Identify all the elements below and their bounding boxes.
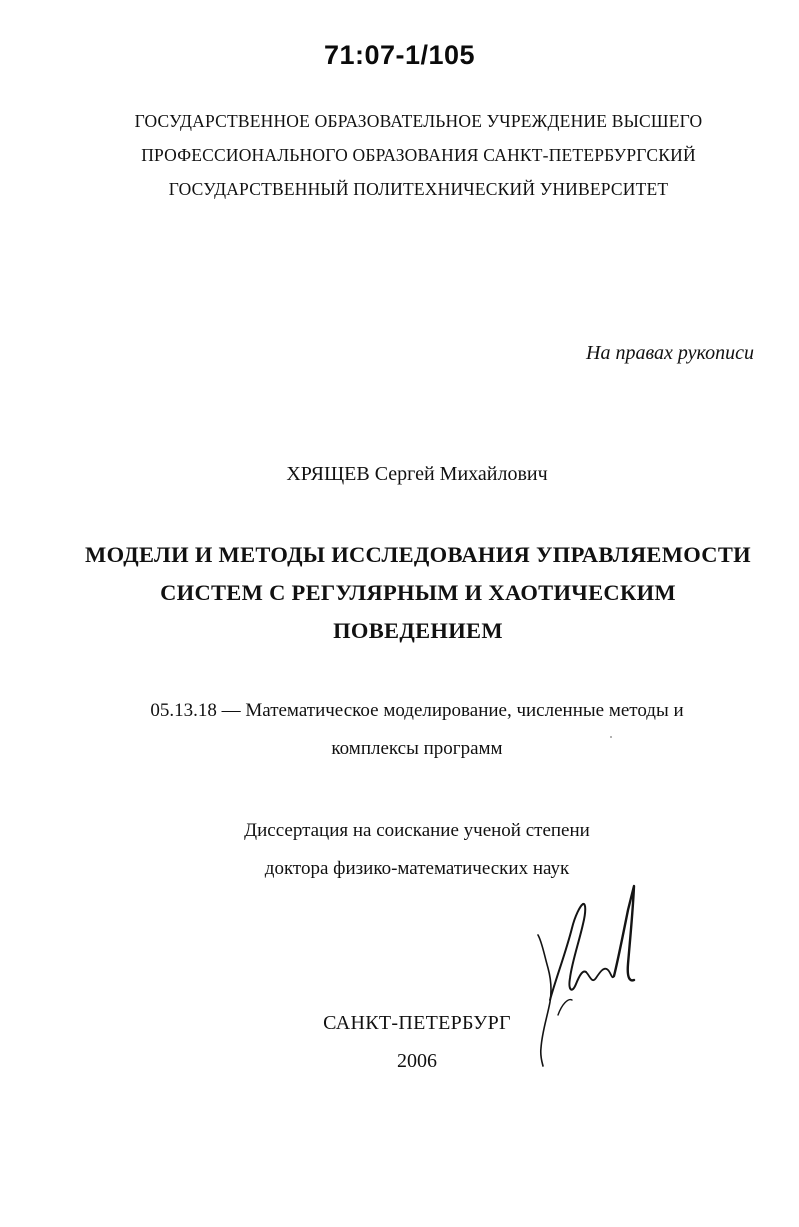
- specialty-line: 05.13.18 — Математическое моделирование, численные методы и: [150, 700, 684, 721]
- scan-speck: [610, 736, 612, 738]
- degree-line: Диссертация на соискание ученой степени: [244, 820, 590, 841]
- institution-line: ПРОФЕССИОНАЛЬНОГО ОБРАЗОВАНИЯ САНКТ-ПЕТЕРБУРГСКИЙ: [141, 145, 696, 165]
- specialty-line: комплексы программ: [331, 738, 503, 759]
- institution-line: ГОСУДАРСТВЕННЫЙ ПОЛИТЕХНИЧЕСКИЙ УНИВЕРСИТЕТ: [168, 179, 669, 199]
- thesis-title-line: МОДЕЛИ И МЕТОДЫ ИССЛЕДОВАНИЯ УПРАВЛЯЕМОСТИ: [85, 542, 751, 567]
- institution-line: ГОСУДАРСТВЕННОЕ ОБРАЗОВАТЕЛЬНОЕ УЧРЕЖДЕНИЕ ВЫСШЕГО: [134, 111, 703, 131]
- author-name: ХРЯЩЕВ Сергей Михайлович: [286, 463, 548, 485]
- catalog-code: 71:07-1/105: [323, 40, 476, 70]
- degree-line: доктора физико-математических наук: [264, 858, 570, 879]
- publication-year: 2006: [397, 1050, 437, 1072]
- publication-city: САНКТ-ПЕТЕРБУРГ: [323, 1012, 511, 1034]
- signature-stroke: [614, 886, 634, 980]
- institution-name: [0, 104, 799, 206]
- signature-stroke: [550, 904, 586, 1000]
- manuscript-note: На правах рукописи: [586, 342, 754, 364]
- thesis-title-line: ПОВЕДЕНИЕМ: [333, 618, 503, 643]
- thesis-title-line: СИСТЕМ С РЕГУЛЯРНЫМ И ХАОТИЧЕСКИМ: [160, 580, 676, 605]
- degree-statement: [0, 812, 799, 888]
- signature-stroke: [586, 969, 614, 980]
- signature-stroke: [538, 935, 551, 1066]
- handwritten-signature: [528, 880, 648, 1070]
- thesis-title: [0, 536, 799, 650]
- specialty-code: [0, 692, 799, 768]
